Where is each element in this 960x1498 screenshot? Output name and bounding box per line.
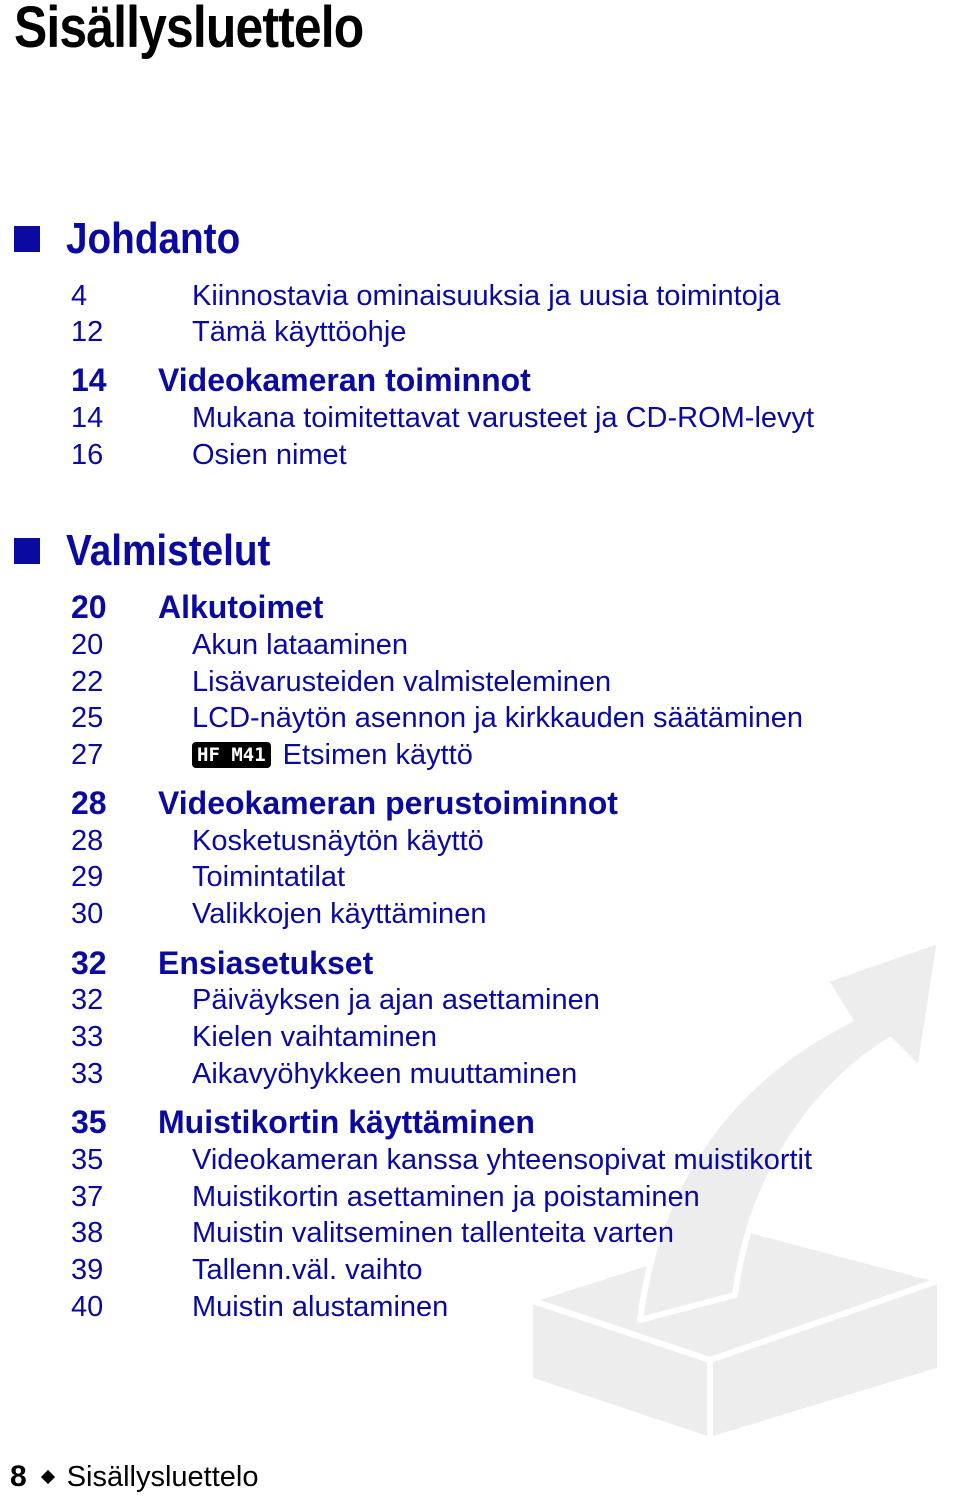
- section-title: Valmistelut: [66, 526, 271, 575]
- section-heading-valmistelut: [14, 526, 298, 576]
- toc-page-number: 35: [71, 1144, 104, 1176]
- toc-entry-label: Valikkojen käyttäminen: [192, 898, 487, 930]
- toc-chapter-entry[interactable]: [0, 1104, 960, 1140]
- toc-page-number: 14: [71, 402, 104, 434]
- toc-entry[interactable]: [0, 896, 960, 932]
- toc-entry[interactable]: [0, 1056, 960, 1092]
- toc-page-number: 4: [71, 280, 88, 312]
- toc-page-number: 35: [71, 1104, 107, 1140]
- toc-page-number: 32: [71, 984, 104, 1016]
- toc-entry[interactable]: [0, 737, 960, 773]
- toc-entry-label: Mukana toimitettavat varusteet ja CD-ROM-levyt: [192, 402, 815, 434]
- toc-entry-label: Päiväyksen ja ajan asettaminen: [192, 984, 600, 1016]
- toc-page-number: 40: [71, 1291, 104, 1323]
- toc-page-number: 29: [71, 861, 104, 893]
- toc-entry[interactable]: [0, 700, 960, 736]
- toc-entry-label: Lisävarusteiden valmisteleminen: [192, 666, 612, 698]
- toc-page-number: 28: [71, 825, 104, 857]
- toc-page-number: 14: [71, 362, 107, 398]
- toc-chapter-label: Ensiasetukset: [158, 945, 374, 981]
- section-title: Johdanto: [66, 214, 241, 263]
- toc-entry[interactable]: [0, 1215, 960, 1251]
- toc-entry-label: Videokameran kanssa yhteensopivat muistikortit: [192, 1144, 813, 1176]
- blue-square-icon: [14, 226, 40, 252]
- toc-entry-label: Tämä käyttöohje: [192, 316, 407, 348]
- toc-entry-label: Etsimen käyttö: [282, 739, 473, 771]
- toc-page-number: 30: [71, 898, 104, 930]
- toc-entry-label: Muistin alustaminen: [192, 1291, 449, 1323]
- toc-page-number: 28: [71, 785, 107, 821]
- toc-entry[interactable]: [0, 1252, 960, 1288]
- toc-entry[interactable]: [0, 982, 960, 1018]
- toc-entry[interactable]: [0, 1142, 960, 1178]
- toc-entry-label: Tallenn.väl. vaihto: [192, 1254, 423, 1286]
- toc-entry-label: Kielen vaihtaminen: [192, 1021, 438, 1053]
- toc-entry-label: Muistikortin asettaminen ja poistaminen: [192, 1181, 700, 1213]
- toc-page-number: 25: [71, 702, 104, 734]
- page-footer: [10, 1457, 259, 1497]
- page-title: Sisällysluettelo: [14, 0, 364, 60]
- toc-page-number: 12: [71, 316, 104, 348]
- toc-chapter-entry[interactable]: [0, 362, 960, 398]
- toc-entry[interactable]: [0, 627, 960, 663]
- toc-entry-label-with-badge: [192, 737, 473, 773]
- diamond-icon: [41, 1470, 55, 1484]
- toc-entry-label: Kosketusnäytön käyttö: [192, 825, 484, 857]
- section-heading-johdanto: [14, 214, 264, 264]
- toc-entry[interactable]: [0, 437, 960, 473]
- toc-page-number: 32: [71, 945, 107, 981]
- toc-page-number: 22: [71, 666, 104, 698]
- toc-page-number: 20: [71, 589, 107, 625]
- toc-page-number: 16: [71, 439, 104, 471]
- toc-entry-label: Muistin valitseminen tallenteita varten: [192, 1217, 674, 1249]
- toc-chapter-label: Alkutoimet: [158, 589, 324, 625]
- toc-page-number: 37: [71, 1181, 104, 1213]
- toc-entry-label: Osien nimet: [192, 439, 347, 471]
- toc-chapter-label: Videokameran toiminnot: [158, 362, 531, 398]
- toc-entry-label: Kiinnostavia ominaisuuksia ja uusia toimintoja: [192, 280, 781, 312]
- toc-entry[interactable]: [0, 314, 960, 350]
- toc-chapter-entry[interactable]: [0, 589, 960, 625]
- toc-entry[interactable]: [0, 823, 960, 859]
- toc-entry[interactable]: [0, 1179, 960, 1215]
- toc-page-number: 38: [71, 1217, 104, 1249]
- footer-page-number: 8: [10, 1460, 27, 1493]
- toc-entry[interactable]: [0, 400, 960, 436]
- toc-entry-label: Akun lataaminen: [192, 629, 409, 661]
- toc-page-number: 33: [71, 1021, 104, 1053]
- model-badge-icon: HF M41: [192, 742, 271, 768]
- toc-entry[interactable]: [0, 859, 960, 895]
- toc-entry-label: LCD-näytön asennon ja kirkkauden säätäminen: [192, 702, 803, 734]
- footer-label: Sisällysluettelo: [66, 1460, 259, 1493]
- blue-square-icon: [14, 538, 40, 564]
- toc-chapter-entry[interactable]: [0, 945, 960, 981]
- toc-chapter-entry[interactable]: [0, 785, 960, 821]
- toc-page-number: 20: [71, 629, 104, 661]
- toc-chapter-label: Muistikortin käyttäminen: [158, 1104, 535, 1140]
- toc-chapter-label: Videokameran perustoiminnot: [158, 785, 618, 821]
- toc-entry[interactable]: [0, 1019, 960, 1055]
- toc-page-number: 39: [71, 1254, 104, 1286]
- toc-page-number: 33: [71, 1058, 104, 1090]
- toc-entry[interactable]: [0, 664, 960, 700]
- toc-entry-label: Toimintatilat: [192, 861, 346, 893]
- toc-entry[interactable]: [0, 278, 960, 314]
- toc-entry-label: Aikavyöhykkeen muuttaminen: [192, 1058, 578, 1090]
- toc-entry[interactable]: [0, 1289, 960, 1325]
- toc-page-number: 27: [71, 739, 104, 771]
